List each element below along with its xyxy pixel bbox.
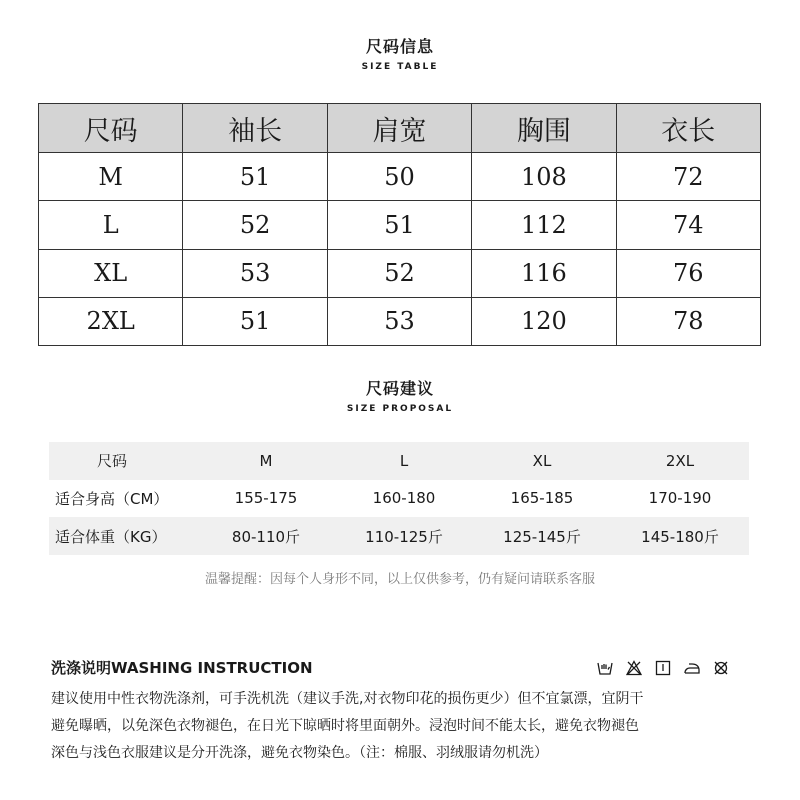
table-cell: 2XL — [39, 297, 183, 345]
row-label: 适合体重（KG） — [49, 517, 197, 555]
table-cell: 165-185 — [510, 489, 574, 508]
header-cell: 肩宽 — [327, 104, 471, 153]
table-cell: 112 — [472, 201, 616, 249]
size-table — [38, 103, 761, 346]
table-cell: 160-180 — [372, 489, 436, 508]
washing-title: 洗涤说明WASHING INSTRUCTION — [51, 659, 313, 677]
table-cell: 72 — [616, 153, 760, 201]
washing-line: 建议使用中性衣物洗涤剂，可手洗机洗（建议手洗,对衣物印花的损伤更少）但不宜氯漂，宜阴干 — [51, 691, 644, 707]
iron-icon — [684, 660, 700, 676]
table-cell: 51 — [183, 297, 327, 345]
size-table-heading — [0, 34, 800, 72]
table-cell: 110-125斤 — [335, 517, 473, 555]
table-row — [49, 480, 749, 518]
size-proposal-table — [49, 442, 749, 555]
table-cell: 145-180斤 — [611, 517, 749, 555]
table-cell: 116 — [472, 249, 616, 297]
table-cell: 52 — [183, 201, 327, 249]
table-cell: 51 — [183, 153, 327, 201]
table-row — [39, 201, 761, 249]
table-cell: 120 — [472, 297, 616, 345]
table-row — [49, 517, 749, 555]
size-table-title: 尺码信息 — [365, 37, 434, 56]
table-cell: 108 — [472, 153, 616, 201]
tumble-dry-icon — [655, 660, 671, 676]
table-cell: 78 — [616, 297, 760, 345]
size-proposal-title: 尺码建议 — [365, 379, 434, 398]
table-cell: 53 — [183, 249, 327, 297]
header-cell: 尺码 — [39, 104, 183, 153]
table-cell: XL — [39, 249, 183, 297]
table-row — [39, 297, 761, 345]
table-cell: 155-175 — [234, 489, 298, 508]
header-cell: 袖长 — [183, 104, 327, 153]
no-dry-clean-icon — [713, 660, 729, 676]
table-cell: 52 — [327, 249, 471, 297]
size-proposal-heading — [0, 376, 800, 414]
table-cell: 80-110斤 — [197, 517, 335, 555]
washing-line: 避免曝晒，以免深色衣物褪色，在日光下晾晒时将里面朝外。浸泡时间不能太长，避免衣物褪色 — [51, 718, 639, 734]
size-table-subtitle: SIZE TABLE — [361, 62, 439, 72]
table-cell: M — [39, 153, 183, 201]
table-cell: 50 — [327, 153, 471, 201]
care-icons — [597, 660, 729, 676]
table-cell: L — [335, 442, 473, 480]
table-cell: 51 — [327, 201, 471, 249]
row-label: 适合身高（CM） — [55, 489, 169, 508]
row-label: 尺码 — [49, 442, 197, 480]
table-cell: XL — [473, 442, 611, 480]
table-cell: 74 — [616, 201, 760, 249]
washing-instructions — [51, 686, 756, 767]
header-cell: 衣长 — [616, 104, 760, 153]
table-row — [39, 153, 761, 201]
table-cell: 53 — [327, 297, 471, 345]
table-row — [49, 442, 749, 480]
table-row — [39, 249, 761, 297]
size-table-header-row — [39, 104, 761, 153]
size-reminder: 温馨提醒：因每个人身形不同，以上仅供参考，仍有疑问请联系客服 — [204, 572, 595, 587]
no-bleach-icon — [626, 660, 642, 676]
header-cell: 胸围 — [472, 104, 616, 153]
hand-wash-icon — [597, 660, 613, 676]
table-cell: 2XL — [611, 442, 749, 480]
size-proposal-subtitle: SIZE PROPOSAL — [346, 404, 454, 414]
table-cell: M — [197, 442, 335, 480]
table-cell: 125-145斤 — [473, 517, 611, 555]
table-cell: 76 — [616, 249, 760, 297]
washing-line: 深色与浅色衣服建议是分开洗涤，避免衣物染色。（注：棉服、羽绒服请勿机洗） — [51, 745, 548, 761]
table-cell: L — [39, 201, 183, 249]
table-cell: 170-190 — [648, 489, 712, 508]
